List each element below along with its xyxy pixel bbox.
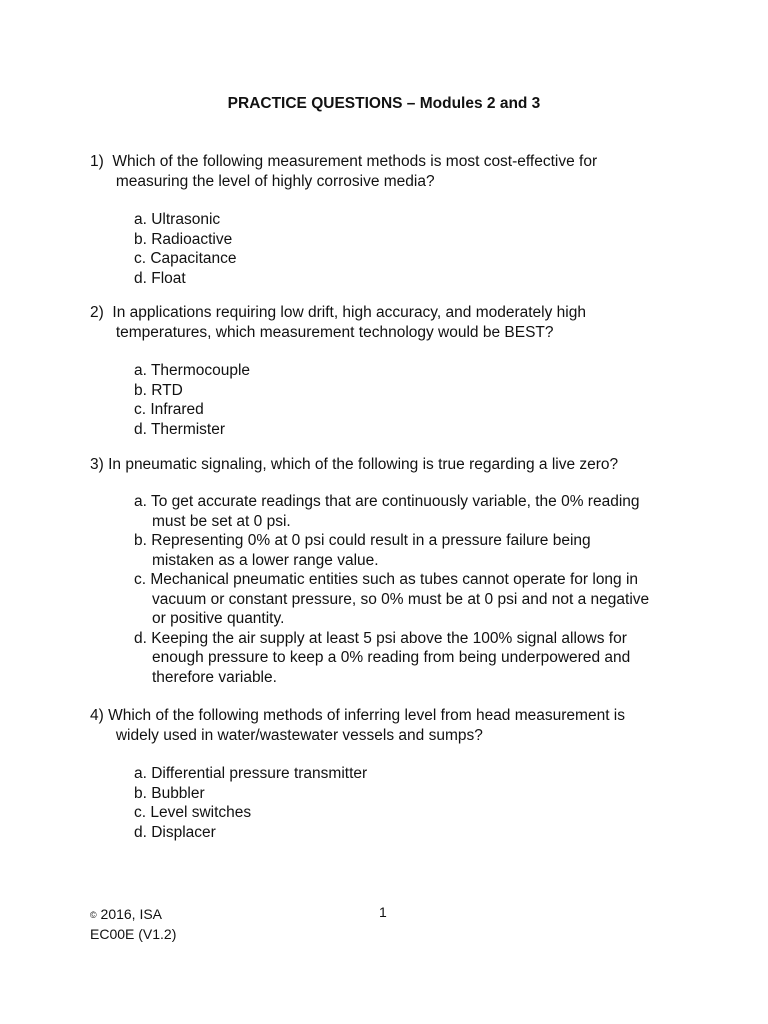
question-4-option-b: b. Bubbler [134,784,205,802]
question-4-option-a: a. Differential pressure transmitter [134,765,368,782]
question-3-option-c-continued-2: or positive quantity. [152,610,285,627]
question-1-option-d: d. Float [134,269,186,287]
footer-copyright-line [90,905,176,925]
question-1-option-c: c. Capacitance [134,250,237,267]
footer-copyright-text: 2016, ISA [96,906,163,922]
question-3-option-c-continued-1: vacuum or constant pressure, so 0% must be at 0 psi and not a negative [152,590,650,608]
question-4-options [134,764,694,842]
question-3-line-1: 3) In pneumatic signaling, which of the following is true regarding a live zero? [90,456,619,473]
page-title: PRACTICE QUESTIONS – Modules 2 and 3 [227,95,541,112]
question-2-stem [90,303,690,342]
question-2-option-b: b. RTD [134,381,183,399]
question-3-option-a: a. To get accurate readings that are continuously variable, the 0% reading [134,493,640,510]
question-3-option-b-continued: mistaken as a lower range value. [152,551,379,569]
question-4-line-1: 4) Which of the following methods of inferring level from head measurement is [90,707,625,724]
copyright-symbol: © [90,910,97,920]
question-4-option-c: c. Level switches [134,804,252,821]
question-2-line-2: temperatures, which measurement technology would be BEST? [90,323,554,341]
question-4-line-2: widely used in water/wastewater vessels and sumps? [90,726,483,744]
question-1-option-b: b. Radioactive [134,230,233,248]
question-3-option-d: d. Keeping the air supply at least 5 psi above the 100% signal allows for [134,629,627,647]
question-2-option-a: a. Thermocouple [134,362,251,379]
question-1-line-2: measuring the level of highly corrosive media? [90,172,435,190]
question-2-options [134,361,694,439]
question-1-options [134,210,694,288]
question-2-line-1: 2) In applications requiring low drift, high accuracy, and moderately high [90,304,586,321]
question-3-option-d-continued-2: therefore variable. [152,668,277,686]
question-3-option-a-continued: must be set at 0 psi. [152,512,291,530]
question-3-option-c: c. Mechanical pneumatic entities such as tubes cannot operate for long in [134,571,639,588]
question-2-option-d: d. Thermister [134,420,226,438]
question-3-option-d-continued-1: enough pressure to keep a 0% reading from being underpowered and [152,649,631,666]
question-1-line-1: 1) Which of the following measurement methods is most cost-effective for [90,153,598,170]
page-number: 1 [379,904,387,920]
footer-document-code: EC00E (V1.2) [90,926,177,942]
question-4-stem [90,706,690,745]
question-4-option-d: d. Displacer [134,823,216,841]
question-1-option-a: a. Ultrasonic [134,211,221,228]
question-3-option-b: b. Representing 0% at 0 psi could result in a pressure failure being [134,532,591,549]
question-3-stem [90,455,690,475]
question-3-options [134,492,694,687]
question-1-stem [90,152,690,191]
footer-copyright-block [90,905,176,944]
question-2-option-c: c. Infrared [134,401,204,418]
